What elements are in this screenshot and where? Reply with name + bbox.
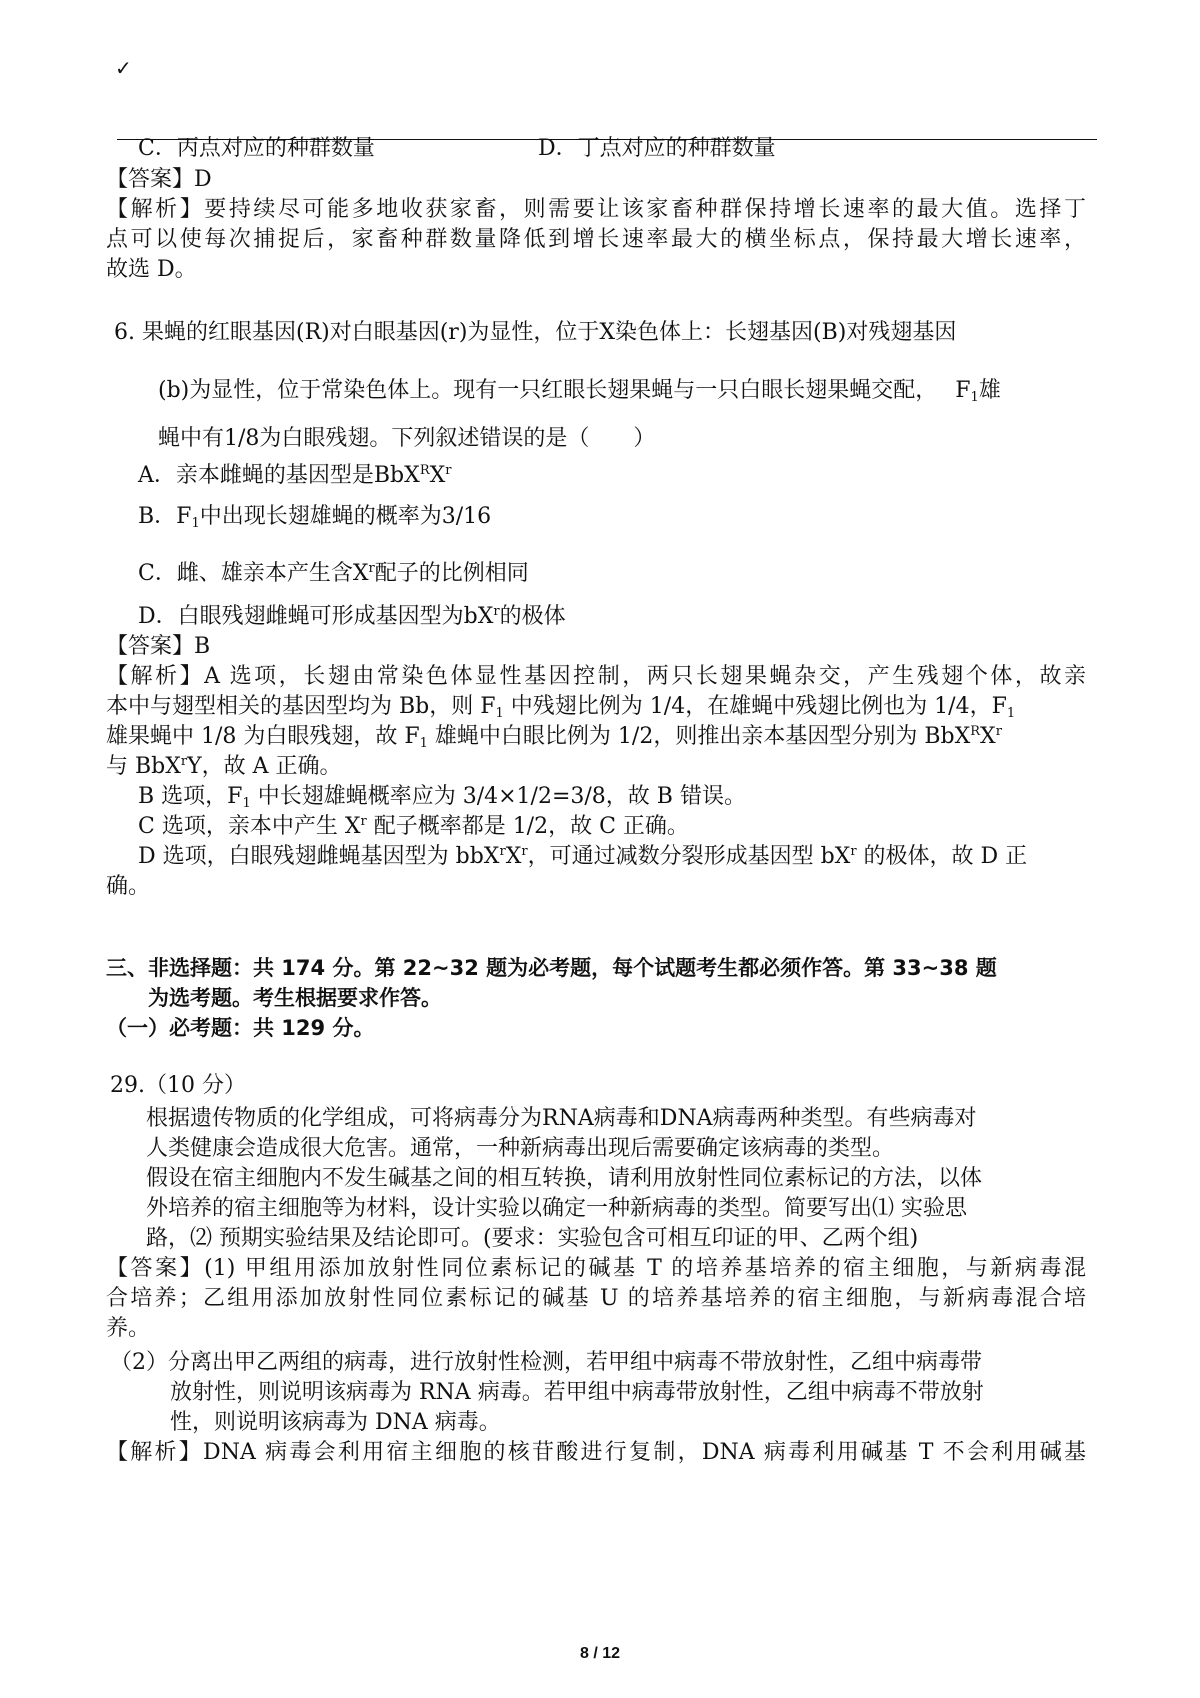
q6-analysis-line: 【解析】A 选项，长翅由常染色体显性基因控制，两只长翅果蝇杂交，产生残翅个体，故亲 bbox=[106, 664, 1086, 689]
q29-stem-line: 外培养的宿主细胞等为材料，设计实验以确定一种新病毒的类型。简要写出⑴ 实验思 bbox=[146, 1196, 967, 1221]
q6-option-b: B．$F_1$中出现长翅雄蝇的概率为3/16 bbox=[138, 504, 492, 531]
q5-option-c: C．丙点对应的种群数量 bbox=[138, 136, 375, 161]
q5-answer: 【答案】D bbox=[106, 167, 212, 192]
q29-answer-line: 养。 bbox=[106, 1316, 151, 1341]
q6-analysis-line: 与 BbX$^r$Y，故 A 正确。 bbox=[106, 754, 342, 779]
page-number: 8 / 12 bbox=[579, 1645, 621, 1662]
q6-stem-text: (b)为显性，位于常染色体上。现有一只红眼长翅果蝇与一只白眼长翅果蝇交配， bbox=[158, 378, 938, 403]
q29-answer-line: 性，则说明该病毒为 DNA 病毒。 bbox=[170, 1410, 501, 1435]
q6-analysis-d: D 选项，白眼残翅雌蝇基因型为 $bbX^rX^r$，可通过减数分裂形成基因型 $bX^r$ 的极体，故 D 正 bbox=[138, 844, 1028, 869]
q29-stem-line: 根据遗传物质的化学组成，可将病毒分为RNA病毒和DNA病毒两种类型。有些病毒对 bbox=[146, 1106, 977, 1131]
q29-stem-line: 路，⑵ 预期实验结果及结论即可。(要求：实验包含可相互印证的甲、乙两个组) bbox=[146, 1226, 919, 1251]
q6-analysis-b: B 选项，$F_1$ 中长翅雄蝇概率应为 3/4×1/2=3/8，故 B 错误。 bbox=[138, 784, 746, 811]
q29-answer-line: 【答案】(1) 甲组用添加放射性同位素标记的碱基 T 的培养基培养的宿主细胞，与新病毒混 bbox=[106, 1256, 1086, 1281]
q6-stem-line: 6. 果蝇的红眼基因(R)对白眼基因(r)为显性，位于X染色体上：长翅基因(B)对残翅基因 bbox=[114, 320, 957, 345]
q29-answer-line: 放射性，则说明该病毒为 RNA 病毒。若甲组中病毒带放射性，乙组中病毒不带放射 bbox=[170, 1380, 984, 1405]
q5-option-d: D．丁点对应的种群数量 bbox=[538, 136, 776, 161]
q5-analysis-line: 点可以使每次捕捉后，家畜种群数量降低到增长速率最大的横坐标点，保持最大增长速率， bbox=[106, 227, 1086, 252]
q6-stem-line: 蝇中有1/8为白眼残翅。下列叙述错误的是（ ） bbox=[158, 426, 656, 451]
q6-stem-text: 雄 bbox=[978, 378, 1001, 403]
q6-f1: $F_1$ bbox=[955, 378, 979, 405]
q5-analysis-line: 【解析】要持续尽可能多地收获家畜，则需要让该家畜种群保持增长速率的最大值。选择丁 bbox=[106, 197, 1086, 222]
q6-analysis-line: 雄果蝇中 1/8 为白眼残翅，故 $F_1$ 雄蝇中白眼比例为 1/2，则推出亲本基因型分别为 $BbX^RX^r$ bbox=[106, 724, 1002, 751]
q29-stem-line: 假设在宿主细胞内不发生碱基之间的相互转换，请利用放射性同位素标记的方法，以体 bbox=[146, 1166, 983, 1191]
q29-analysis-line: 【解析】DNA 病毒会利用宿主细胞的核苷酸进行复制，DNA 病毒利用碱基 T 不会利用碱基 bbox=[106, 1440, 1086, 1465]
q6-option-d: D．白眼残翅雌蝇可形成基因型为$bX^r$的极体 bbox=[138, 604, 566, 629]
q6-analysis-c: C 选项，亲本中产生 $X^r$ 配子概率都是 1/2，故 C 正确。 bbox=[138, 814, 689, 839]
section-subtitle: （一）必考题：共 129 分。 bbox=[106, 1016, 375, 1040]
q29-answer-line: （2）分离出甲乙两组的病毒，进行放射性检测，若甲组中病毒不带放射性，乙组中病毒带 bbox=[110, 1350, 983, 1375]
q29-answer-line: 合培养；乙组用添加放射性同位素标记的碱基 U 的培养基培养的宿主细胞，与新病毒混合培 bbox=[106, 1286, 1086, 1311]
section-title: 为选考题。考生根据要求作答。 bbox=[148, 986, 442, 1010]
q6-option-a: A．亲本雌蝇的基因型是$BbX^RX^r$ bbox=[138, 463, 452, 488]
q6-stem-line bbox=[158, 378, 1001, 405]
q6-analysis-line: 确。 bbox=[106, 874, 151, 899]
q6-answer: 【答案】B bbox=[106, 634, 211, 659]
q6-analysis-line: 本中与翅型相关的基因型均为 Bb，则 $F_1$ 中残翅比例为 1/4，在雄蝇中残翅比例也为 1/4，$F_1$ bbox=[106, 694, 1016, 721]
check-mark: ✓ bbox=[115, 56, 132, 80]
q29-heading: 29.（10 分） bbox=[110, 1073, 246, 1098]
q5-analysis-line: 故选 D。 bbox=[106, 257, 197, 282]
section-title: 三、非选择题：共 174 分。第 22~32 题为必考题，每个试题考生都必须作答。第 33~38 题 bbox=[106, 956, 997, 980]
q29-stem-line: 人类健康会造成很大危害。通常，一种新病毒出现后需要确定该病毒的类型。 bbox=[146, 1136, 895, 1161]
q6-option-c: C．雌、雄亲本产生含$X^r$配子的比例相同 bbox=[138, 561, 529, 586]
